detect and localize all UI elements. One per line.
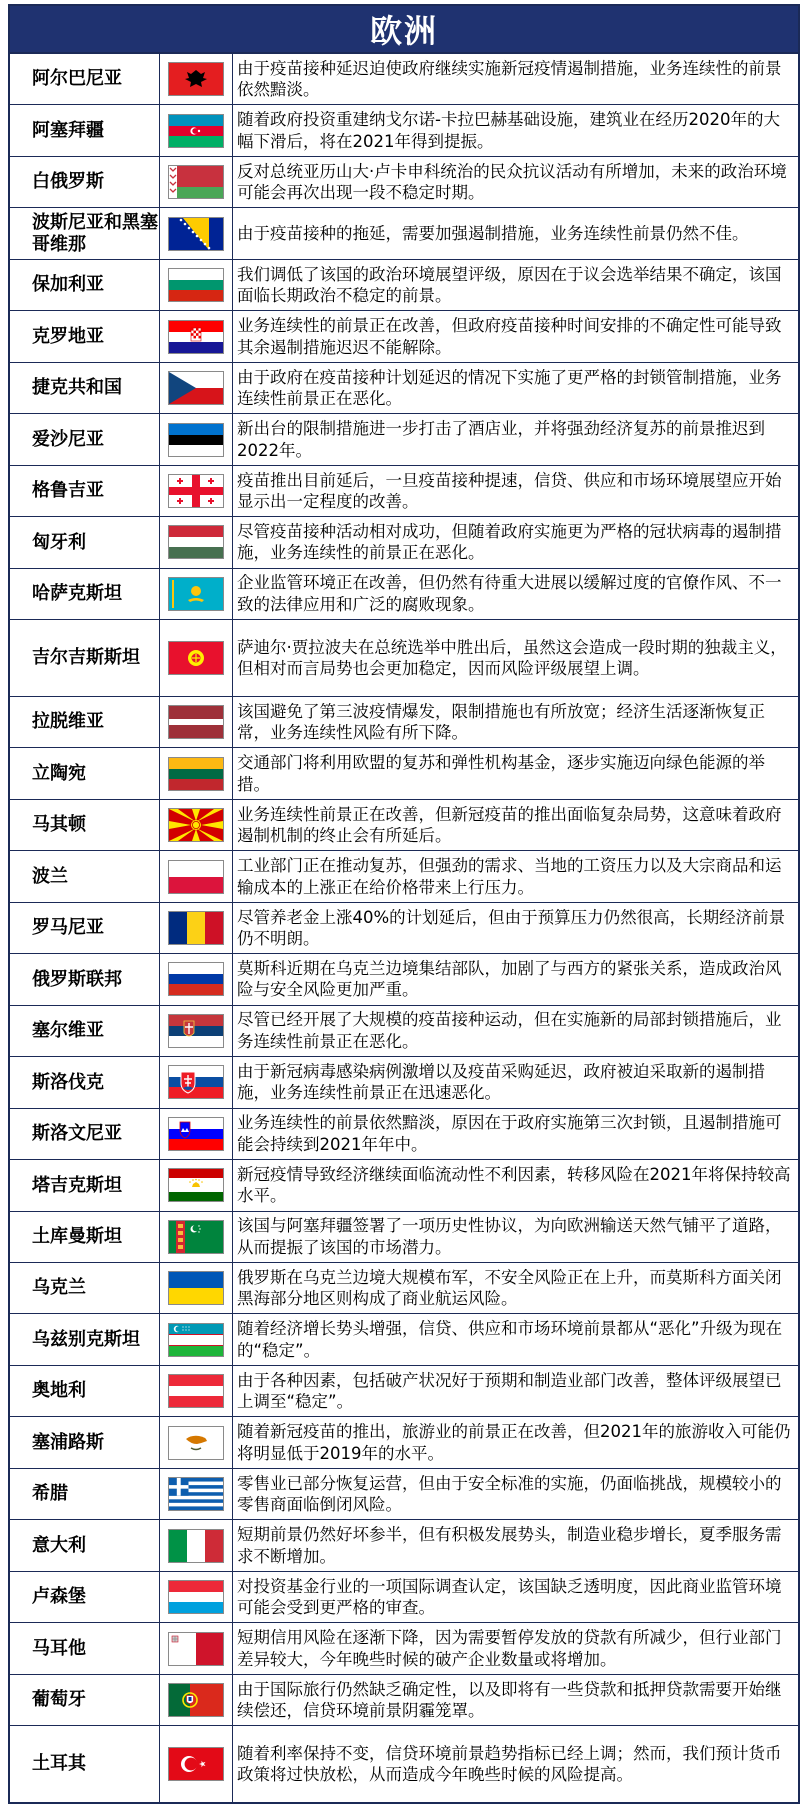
cyprus-flag-icon <box>169 1427 223 1459</box>
table-title: 欧洲 <box>10 6 798 54</box>
country-outlook: 随着利率保持不变，信贷环境前景趋势指标已经上调；然而，我们预计货币政策将过快放松，从而造成今年晚些时候的风险提高。 <box>237 1743 782 1785</box>
country-outlook: 由于疫苗接种延迟迫使政府继续实施新冠疫情遏制措施，业务连续性的前景依然黯淡。 <box>237 58 782 100</box>
country-name: 爱沙尼亚 <box>10 414 160 464</box>
country-name: 卢森堡 <box>10 1572 160 1622</box>
country-name: 意大利 <box>10 1520 160 1570</box>
table-row <box>10 465 798 516</box>
bosnia-flag-icon <box>169 218 223 250</box>
country-outlook: 由于新冠病毒感染病例激增以及疫苗采购延迟，政府被迫采取新的遏制措施，业务连续性前景正在迅速恶化。 <box>237 1061 765 1103</box>
poland-flag-icon <box>169 861 223 893</box>
czech-flag-icon <box>169 372 223 404</box>
table-row <box>10 747 798 798</box>
table-row <box>10 1468 798 1519</box>
croatia-flag-icon <box>169 321 223 353</box>
country-outlook: 由于各种因素，包括破产状况好于预期和制造业部门改善，整体评级展望已上调至“稳定”。 <box>237 1370 782 1412</box>
country-name: 拉脱维亚 <box>10 697 160 747</box>
country-name: 吉尔吉斯斯坦 <box>10 620 160 696</box>
table-row <box>10 516 798 567</box>
country-outlook: 莫斯科近期在乌克兰边境集结部队，加剧了与西方的紧张关系，造成政治风险与安全风险更加严重。 <box>237 959 782 1000</box>
country-name: 匈牙利 <box>10 517 160 567</box>
country-name: 奥地利 <box>10 1366 160 1416</box>
belarus-flag-icon <box>169 166 223 198</box>
country-name: 罗马尼亚 <box>10 903 160 953</box>
slovakia-flag-icon <box>169 1066 223 1098</box>
country-outlook: 我们调低了该国的政治环境展望评级，原因在于议会选举结果不确定，该国面临长期政治不稳定的前景。 <box>237 264 782 306</box>
country-outlook: 由于国际旅行仍然缺乏确定性，以及即将有一些贷款和抵押贷款需要开始继续偿还，信贷环境前景阴霾笼罩。 <box>237 1679 782 1720</box>
table-row <box>10 104 798 155</box>
turkmenistan-flag-icon <box>169 1221 223 1253</box>
country-outlook: 尽管已经开展了大规模的疫苗接种运动，但在实施新的局部封锁措施后，业务连续性前景正在恶化。 <box>237 1010 782 1051</box>
country-name: 白俄罗斯 <box>10 157 160 207</box>
table-row <box>10 54 798 104</box>
country-outlook: 短期信用风险在逐渐下降，因为需要暂停发放的贷款有所减少，但行业部门差异较大，今年晚些时候的破产企业数量或将增加。 <box>237 1628 782 1669</box>
country-outlook: 该国与阿塞拜疆签署了一项历史性协议，为向欧洲输送天然气铺平了道路，从而提振了该国的市场潜力。 <box>237 1216 782 1257</box>
table-row <box>10 259 798 310</box>
country-name: 马耳他 <box>10 1623 160 1673</box>
table-row <box>10 1674 798 1725</box>
hungary-flag-icon <box>169 526 223 558</box>
country-outlook: 反对总统亚历山大·卢卡申科统治的民众抗议活动有所增加，未来的政治环境可能会再次出现一段不稳定时期。 <box>237 161 787 203</box>
country-outlook: 短期前景仍然好坏参半，但有积极发展势头，制造业稳步增长，夏季服务需求不断增加。 <box>237 1525 782 1566</box>
table-row <box>10 1108 798 1159</box>
romania-flag-icon <box>169 912 223 944</box>
table-body <box>10 54 798 1802</box>
country-outlook: 企业监管环境正在改善，但仍然有待重大进展以缓解过度的官僚作风、不一致的法律应用和广泛的腐败现象。 <box>237 573 782 614</box>
table-row <box>10 156 798 207</box>
austria-flag-icon <box>169 1375 223 1407</box>
bulgaria-flag-icon <box>169 269 223 301</box>
uzbekistan-flag-icon <box>169 1324 223 1356</box>
country-outlook: 工业部门正在推动复苏，但强劲的需求、当地的工资压力以及大宗商品和运输成本的上涨正在给价格带来上行压力。 <box>237 856 782 897</box>
slovenia-flag-icon <box>169 1118 223 1150</box>
country-outlook: 新冠疫情导致经济继续面临流动性不利因素，转移风险在2021年将保持较高水平。 <box>237 1164 791 1206</box>
country-name: 保加利亚 <box>10 260 160 310</box>
table-row <box>10 1571 798 1622</box>
country-outlook: 新出台的限制措施进一步打击了酒店业，并将强劲经济复苏的前景推迟到2022年。 <box>237 419 765 460</box>
country-name: 波斯尼亚和黑塞哥维那 <box>10 208 160 258</box>
table-row <box>10 902 798 953</box>
table-row <box>10 1313 798 1364</box>
country-name: 斯洛伐克 <box>10 1057 160 1107</box>
country-name: 土耳其 <box>10 1726 160 1802</box>
country-name: 葡萄牙 <box>10 1675 160 1725</box>
estonia-flag-icon <box>169 424 223 456</box>
table-row <box>10 953 798 1004</box>
italy-flag-icon <box>169 1530 223 1562</box>
country-outlook: 随着政府投资重建纳戈尔诺-卡拉巴赫基础设施，建筑业在经历2020年的大幅下滑后，将在2021年得到提振。 <box>237 110 780 151</box>
portugal-flag-icon <box>169 1684 223 1716</box>
table-row <box>10 1056 798 1107</box>
table-row <box>10 1365 798 1416</box>
table-row <box>10 1519 798 1570</box>
table-row <box>10 1005 798 1056</box>
country-name: 克罗地亚 <box>10 311 160 361</box>
table-row <box>10 1262 798 1313</box>
country-name: 立陶宛 <box>10 748 160 798</box>
table-row <box>10 310 798 361</box>
country-outlook: 对投资基金行业的一项国际调查认定，该国缺乏透明度，因此商业监管环境可能会受到更严格的审查。 <box>237 1576 782 1618</box>
country-outlook: 尽管养老金上涨40%的计划延后，但由于预算压力仍然很高，长期经济前景仍不明朗。 <box>237 907 786 948</box>
malta-flag-icon <box>169 1633 223 1665</box>
table-row <box>10 413 798 464</box>
country-outlook: 萨迪尔·贾拉波夫在总统选举中胜出后，虽然这会造成一段时期的独裁主义，但相对而言局势也会更加稳定，因而风险评级展望上调。 <box>237 637 787 678</box>
turkey-flag-icon <box>169 1748 223 1780</box>
lithuania-flag-icon <box>169 758 223 790</box>
country-name: 格鲁吉亚 <box>10 466 160 516</box>
tajikistan-flag-icon <box>169 1169 223 1201</box>
country-name: 斯洛文尼亚 <box>10 1109 160 1159</box>
country-outlook: 随着新冠疫苗的推出，旅游业的前景正在改善，但2021年的旅游收入可能仍将明显低于2019年的水平。 <box>237 1422 791 1463</box>
country-name: 马其顿 <box>10 800 160 850</box>
serbia-flag-icon <box>169 1015 223 1047</box>
country-name: 俄罗斯联邦 <box>10 954 160 1004</box>
greece-flag-icon <box>169 1478 223 1510</box>
country-name: 阿塞拜疆 <box>10 105 160 155</box>
country-name: 波兰 <box>10 851 160 901</box>
azerbaijan-flag-icon <box>169 115 223 147</box>
table-row <box>10 568 798 619</box>
russia-flag-icon <box>169 963 223 995</box>
table-row <box>10 1725 798 1802</box>
country-outlook: 随着经济增长势头增强，信贷、供应和市场环境前景都从“恶化”升级为现在的“稳定”。 <box>237 1319 783 1360</box>
country-name: 希腊 <box>10 1469 160 1519</box>
luxembourg-flag-icon <box>169 1581 223 1613</box>
country-name: 乌兹别克斯坦 <box>10 1314 160 1364</box>
country-outlook: 业务连续性的前景正在改善，但政府疫苗接种时间安排的不确定性可能导致其余遏制措施迟迟不能解除。 <box>237 316 782 357</box>
table-row <box>10 1416 798 1467</box>
country-name: 塞尔维亚 <box>10 1006 160 1056</box>
table-row <box>10 1159 798 1210</box>
country-outlook: 由于政府在疫苗接种计划延迟的情况下实施了更严格的封锁管制措施，业务连续性前景正在恶化。 <box>237 367 782 409</box>
country-name: 塞浦路斯 <box>10 1417 160 1467</box>
country-name: 塔吉克斯坦 <box>10 1160 160 1210</box>
table-row <box>10 1211 798 1262</box>
kazakhstan-flag-icon <box>169 578 223 610</box>
country-outlook: 由于疫苗接种的拖延，需要加强遏制措施，业务连续性前景仍然不佳。 <box>237 223 749 243</box>
country-outlook: 俄罗斯在乌克兰边境大规模布军，不安全风险正在上升，而莫斯科方面关闭黑海部分地区则构成了商业航运风险。 <box>237 1267 782 1309</box>
country-outlook: 业务连续性的前景依然黯淡，原因在于政府实施第三次封锁，且遏制措施可能会持续到2021年年中。 <box>237 1113 782 1154</box>
table-row <box>10 207 798 258</box>
table-row <box>10 619 798 696</box>
country-name: 哈萨克斯坦 <box>10 569 160 619</box>
country-name: 阿尔巴尼亚 <box>10 54 160 104</box>
ukraine-flag-icon <box>169 1272 223 1304</box>
table-row <box>10 799 798 850</box>
country-outlook: 零售业已部分恢复运营，但由于安全标准的实施，仍面临挑战，规模较小的零售商面临倒闭风险。 <box>237 1473 782 1515</box>
kyrgyzstan-flag-icon <box>169 642 223 674</box>
table-row <box>10 850 798 901</box>
latvia-flag-icon <box>169 706 223 738</box>
europe-table <box>8 4 800 1804</box>
table-row <box>10 696 798 747</box>
georgia-flag-icon <box>169 475 223 507</box>
country-outlook: 业务连续性前景正在改善，但新冠疫苗的推出面临复杂局势，这意味着政府遏制机制的终止会有所延后。 <box>237 804 782 846</box>
table-row <box>10 1622 798 1673</box>
albania-flag-icon <box>169 63 223 95</box>
macedonia-flag-icon <box>169 809 223 841</box>
country-outlook: 疫苗推出目前延后，一旦疫苗接种提速，信贷、供应和市场环境展望应开始显示出一定程度的改善。 <box>237 470 782 511</box>
country-name: 土库曼斯坦 <box>10 1212 160 1262</box>
country-name: 乌克兰 <box>10 1263 160 1313</box>
country-outlook: 尽管疫苗接种活动相对成功，但随着政府实施更为严格的冠状病毒的遏制措施，业务连续性的前景正在恶化。 <box>237 522 782 563</box>
country-outlook: 交通部门将利用欧盟的复苏和弹性机构基金，逐步实施迈向绿色能源的举措。 <box>237 753 765 794</box>
table-row <box>10 362 798 413</box>
country-outlook: 该国避免了第三波疫情爆发，限制措施也有所放宽；经济生活逐渐恢复正常，业务连续性风险有所下降。 <box>237 701 765 743</box>
country-name: 捷克共和国 <box>10 363 160 413</box>
